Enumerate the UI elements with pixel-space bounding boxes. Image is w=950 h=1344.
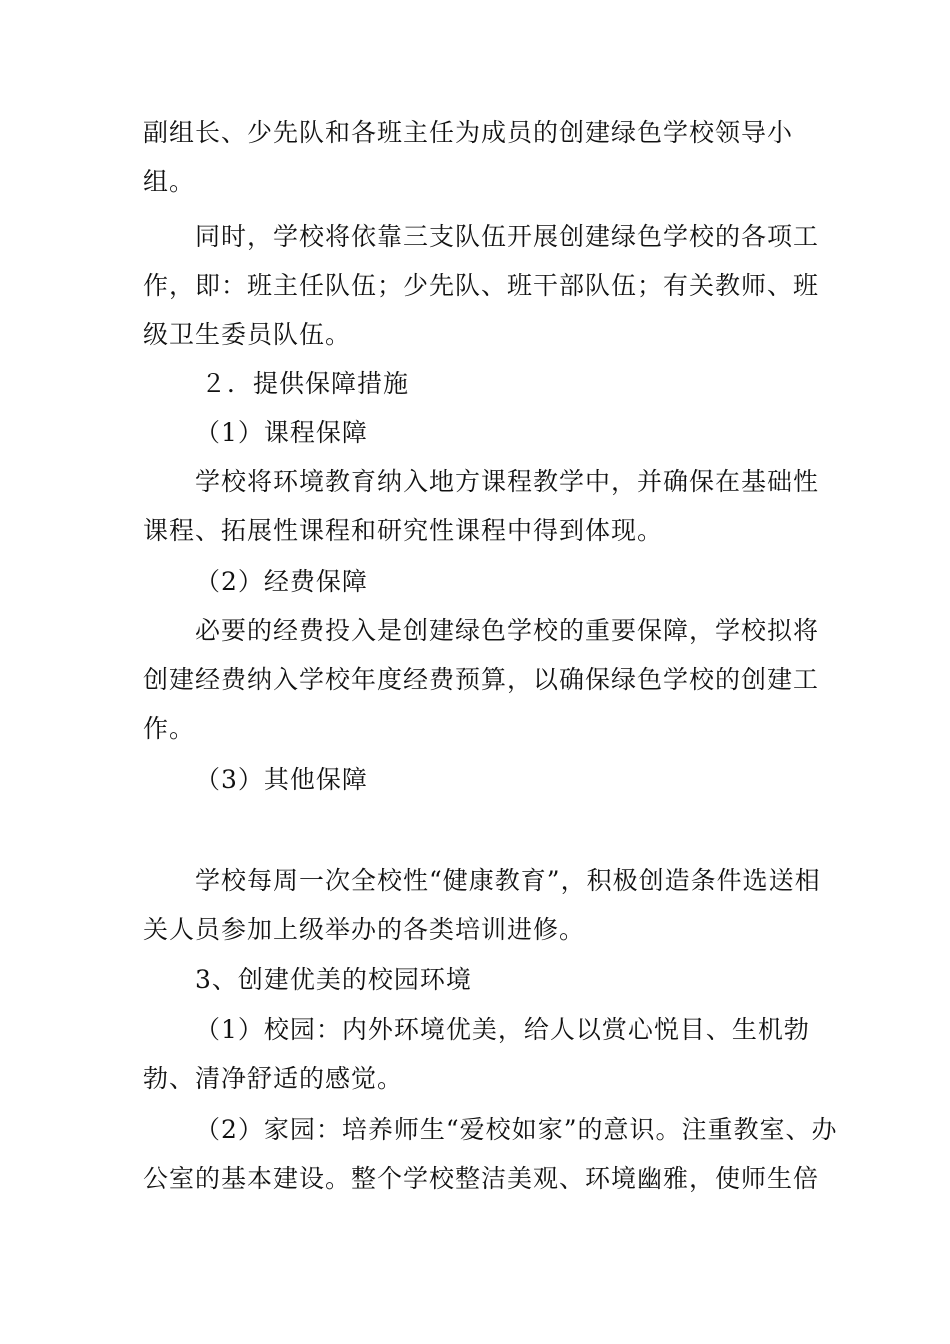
- heading-guarantee-measures: [143, 359, 843, 408]
- text-line: 必要的经费投入是创建绿色学校的重要保障，学校拟将: [195, 616, 820, 645]
- text-line: 学校每周一次全校性“健康教育”，积极创造条件选送相: [195, 866, 821, 895]
- paragraph-funding-guarantee: [143, 606, 843, 753]
- text-line: 作。: [143, 714, 196, 743]
- paragraph-campus: [143, 1005, 843, 1103]
- paragraph-home: [143, 1105, 843, 1203]
- subheading-course-guarantee: [143, 408, 843, 457]
- section-heading: ２．提供保障措施: [201, 369, 410, 398]
- text-line: 副组长、少先队和各班主任为成员的创建绿色学校领导小: [143, 118, 794, 147]
- paragraph-leadership-group: [143, 108, 843, 206]
- text-line: 创建经费纳入学校年度经费预算，以确保绿色学校的创建工: [143, 665, 820, 694]
- text-line: （2）家园：培养师生“爱校如家”的意识。注重教室、办: [195, 1115, 838, 1144]
- paragraph-course-guarantee: [143, 457, 843, 555]
- paragraph-health-education: [143, 856, 843, 954]
- text-line: 组。: [143, 167, 196, 196]
- text-line: （1）校园：内外环境优美，给人以赏心悦目、生机勃: [195, 1015, 810, 1044]
- heading-campus-environment: [143, 955, 843, 1004]
- text-line: 级卫生委员队伍。: [143, 320, 352, 349]
- subheading-funding-guarantee: [143, 557, 843, 606]
- text-line: 同时，学校将依靠三支队伍开展创建绿色学校的各项工: [195, 222, 820, 251]
- text-line: 作，即：班主任队伍；少先队、班干部队伍；有关教师、班: [143, 271, 820, 300]
- text-line: 公室的基本建设。整个学校整洁美观、环境幽雅，使师生倍: [143, 1164, 820, 1193]
- text-line: 关人员参加上级举办的各类培训进修。: [143, 915, 586, 944]
- text-line: 课程、拓展性课程和研究性课程中得到体现。: [143, 516, 664, 545]
- subsection-heading: （3）其他保障: [195, 765, 368, 794]
- section-heading: 3、创建优美的校园环境: [195, 965, 472, 994]
- subheading-other-guarantee: [143, 755, 843, 804]
- subsection-heading: （1）课程保障: [195, 418, 368, 447]
- text-line: 勃、清净舒适的感觉。: [143, 1064, 404, 1093]
- text-line: 学校将环境教育纳入地方课程教学中，并确保在基础性: [195, 467, 820, 496]
- subsection-heading: （2）经费保障: [195, 567, 368, 596]
- paragraph-three-teams: [143, 212, 843, 359]
